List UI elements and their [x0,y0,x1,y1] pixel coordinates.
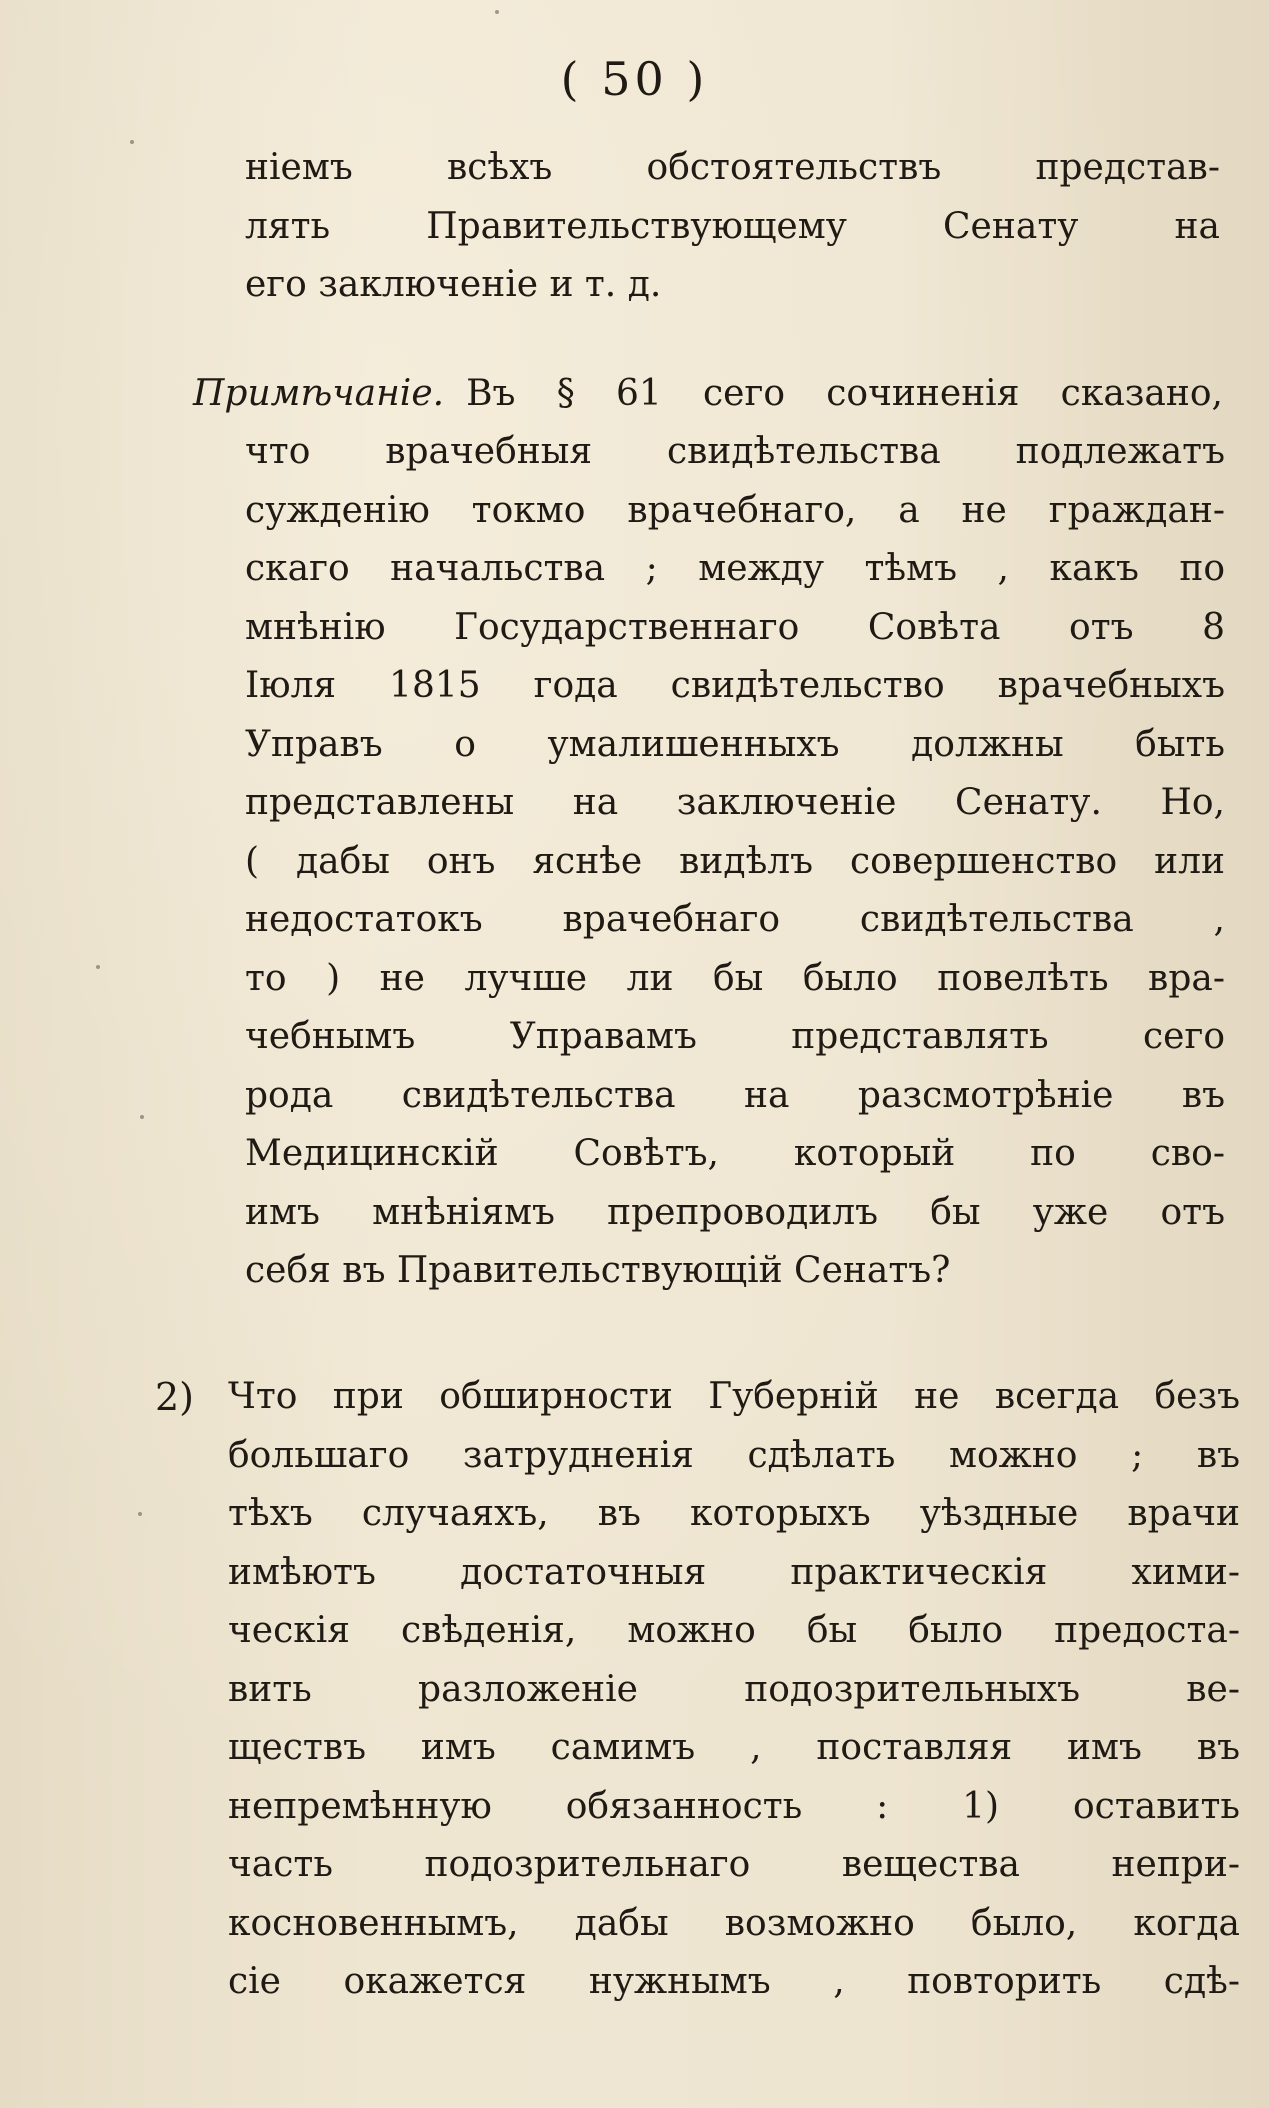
text-line: тѣхъ случаяхъ, въ которыхъ уѣздные врачи [228,1494,1240,1534]
text-line: то ) не лучше ли бы было повелѣть вра- [245,958,1225,999]
text-line: имъ мнѣнiямъ препроводилъ бы уже отъ [245,1192,1225,1233]
note-first-line-rest: Въ § 61 сего сочиненiя сказано, [466,373,1223,414]
text-line: Медицинскiй Совѣтъ, который по сво- [245,1134,1225,1174]
text-line: лять Правительствующему Сенату на [245,206,1220,247]
paper-speck [495,10,499,14]
text-line: косновеннымъ, дабы возможно было, когда [228,1903,1240,1944]
text-line: вить разложенiе подозрительныхъ ве- [228,1669,1240,1710]
text-line: непремѣнную обязанность : 1) оставить [228,1786,1240,1827]
paper-speck [140,1115,144,1119]
text-line: ществъ имъ самимъ , поставляя имъ въ [228,1728,1240,1768]
text-line: рода свидѣтельства на разсмотрѣнiе въ [245,1075,1225,1116]
text-line: себя въ Правительствующiй Сенатъ? [245,1251,951,1291]
text-line: ческiя свѣденiя, можно бы было предоста- [228,1611,1240,1651]
text-line: сiе окажется нужнымъ , повторить сдѣ- [228,1962,1240,2002]
text-line: Управъ о умалишенныхъ должны быть [245,724,1225,765]
paper-speck [138,1512,142,1516]
text-line: имѣютъ достаточныя практическiя хими- [228,1552,1240,1593]
text-line: чебнымъ Управамъ представлять сего [245,1017,1225,1057]
text-line: что врачебныя свидѣтельства подлежатъ [245,432,1225,472]
text-line: мнѣнiю Государственнаго Совѣта отъ 8 [245,607,1225,648]
item-2-marker: 2) [155,1375,195,1419]
page-number: ( 50 ) [560,52,709,106]
text-line: Iюля 1815 года свидѣтельство врачебныхъ [245,666,1225,706]
text-line: Что при обширности Губернiй не всегда безъ [228,1377,1240,1417]
text-line: представлены на заключенiе Сенату. Но, [245,783,1225,823]
note-first-line-text [466,374,1223,414]
text-line: сужденiю токмо врачебнаго, а не граждан- [245,490,1225,531]
text-line: недостатокъ врачебнаго свидѣтельства , [245,900,1225,940]
text-line: скаго начальства ; между тѣмъ , какъ по [245,549,1225,589]
text-line: ( дабы онъ яснѣе видѣлъ совершенство или [245,841,1225,882]
paper-speck [130,140,134,144]
text-line: часть подозрительнаго вещества непри- [228,1845,1240,1885]
text-line: нiемъ всѣхъ обстоятельствъ представ- [245,148,1220,188]
paper-speck [96,965,100,969]
note-label: Примѣчанiе. [193,373,445,414]
text-line: большаго затрудненiя сдѣлать можно ; въ [228,1435,1240,1476]
text-line: его заключенiе и т. д. [245,265,662,305]
note-first-line [193,374,1223,414]
